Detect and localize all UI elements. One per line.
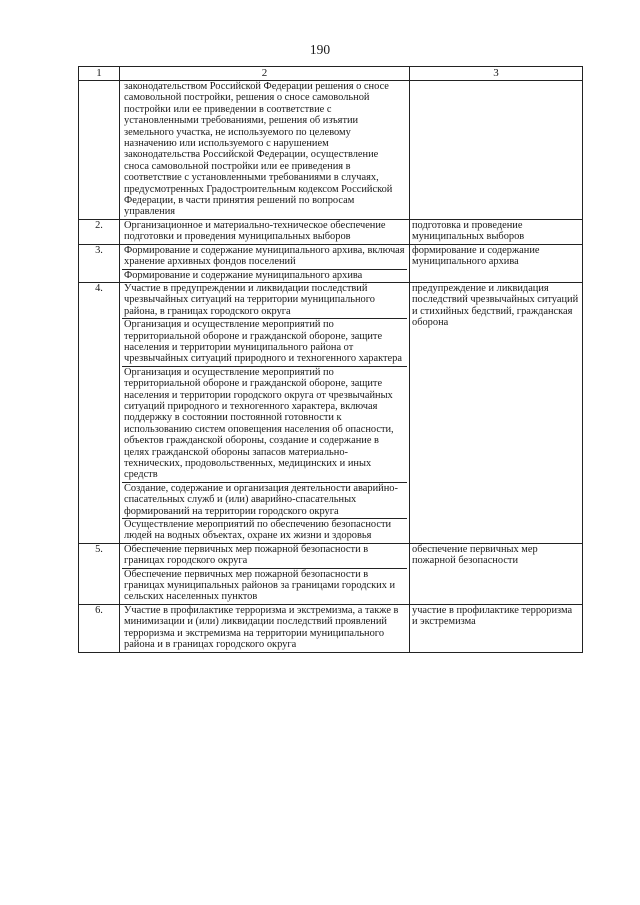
row-number: 4. [79, 282, 120, 543]
area-of-activity-cell [410, 81, 583, 220]
area-of-activity-cell: участие в профилактике терроризма и экстремизма [410, 604, 583, 652]
municipal-issue-cell [120, 604, 410, 652]
row-number [79, 81, 120, 220]
header-cell-2: 2 [120, 67, 410, 81]
table-row [79, 543, 583, 604]
table-row [79, 81, 583, 220]
municipal-issue-text: Участие в профилактике терроризма и экстремизма, а также в минимизации и (или) ликвидации последствий проявлений терроризма и экстремизма на территории муниципального района и в границах городского округа [124, 604, 399, 651]
area-of-activity-cell: обеспечение первичных мер пожарной безопасности [410, 543, 583, 604]
municipal-issue-cell [120, 282, 410, 543]
municipal-issue-cell [120, 244, 410, 282]
municipal-issue-cell [120, 81, 410, 220]
table-row [79, 244, 583, 282]
municipal-issue-text: законодательством Российской Федерации решения о сносе самовольной постройки, решения о сносе самовольной постройки или ее приведении в соответствие с установленными требованиями, решения об изъятии земельного участка, не используемого по целевому назначению или используемого с нарушением законодательства Российской Федерации, осуществление сноса самовольной постройки или ее приведения в соответствие с установленными требованиями в случаях, предусмотренных Градостроительным кодексом Российской Федерации, в части принятия решений по вопросам управления [124, 81, 393, 218]
municipal-issue-text: Обеспечение первичных мер пожарной безопасности в границах муниципальных районов за границами городских и сельских населенных пунктов [122, 568, 407, 604]
header-cell-1: 1 [79, 67, 120, 81]
municipal-issue-cell [120, 543, 410, 604]
row-number: 5. [79, 543, 120, 604]
municipal-issue-text: Осуществление мероприятий по обеспечению безопасности людей на водных объектах, охране их жизни и здоровья [122, 518, 407, 543]
row-number: 3. [79, 244, 120, 282]
municipal-issue-text: Формирование и содержание муниципального архива [122, 269, 407, 282]
area-of-activity-cell: подготовка и проведение муниципальных выборов [410, 219, 583, 244]
municipal-issue-text: Организация и осуществление мероприятий по территориальной обороне и гражданской обороне, защите населения и территории городского округа от чрезвычайных ситуаций природного и техногенного характера, включая поддержку в состоянии постоянной готовности к использованию систем оповещения населения об опасности, объектов гражданской обороны, создание и содержание в целях гражданской обороны запасов материально-технических, продовольственных, медицинских и иных средств [122, 366, 407, 482]
powers-table [78, 66, 583, 653]
area-of-activity-cell: предупреждение и ликвидация последствий чрезвычайных ситуаций и стихийных бедствий, гражданская оборона [410, 282, 583, 543]
page-number: 190 [309, 42, 331, 57]
table-row [79, 604, 583, 652]
municipal-issue-cell [120, 219, 410, 244]
table-row [79, 219, 583, 244]
header-cell-3: 3 [410, 67, 583, 81]
municipal-issue-text: Организационное и материально-техническое обеспечение подготовки и проведения муниципальных выборов [124, 219, 386, 243]
table-row [79, 282, 583, 543]
municipal-issue-text: Формирование и содержание муниципального архива, включая хранение архивных фондов поселений [124, 244, 405, 268]
row-number: 2. [79, 219, 120, 244]
municipal-issue-text: Обеспечение первичных мер пожарной безопасности в границах городского округа [124, 543, 369, 567]
municipal-issue-text: Создание, содержание и организация деятельности аварийно-спасательных служб и (или) аварийно-спасательных формирований на территории городского округа [122, 482, 407, 518]
area-of-activity-cell: формирование и содержание муниципального архива [410, 244, 583, 282]
row-number: 6. [79, 604, 120, 652]
table-header-row [79, 67, 583, 81]
municipal-issue-text: Участие в предупреждении и ликвидации последствий чрезвычайных ситуаций на территории муниципального района, в границах городского округа [124, 282, 375, 317]
municipal-issue-text: Организация и осуществление мероприятий по территориальной обороне и гражданской обороне, защите населения и территории муниципального района от чрезвычайных ситуаций природного и техногенного характера [122, 318, 407, 366]
